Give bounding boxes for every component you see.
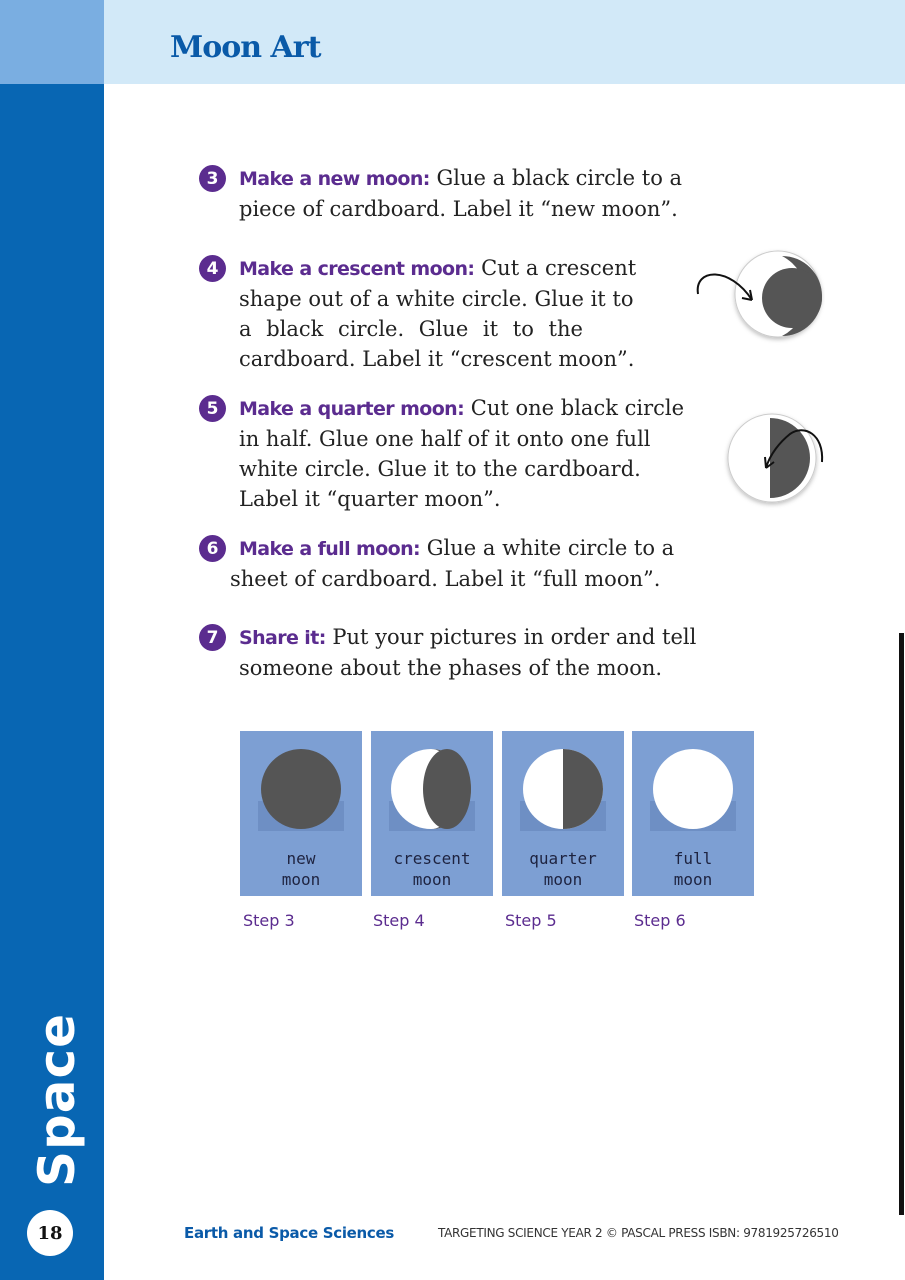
quarter-moon-illustration [722,410,832,510]
moon-card-full [632,731,754,896]
page-number: 18 [27,1210,73,1256]
section-tab-label: Space [28,1012,86,1188]
step-number-badge: 4 [199,255,226,282]
step-number-badge: 3 [199,165,226,192]
crescent-moon-illustration [690,248,825,348]
step-lead: Make a quarter moon: [239,398,465,420]
instruction-step-7 [199,622,696,683]
card-label: full moon [673,849,713,889]
moon-card-crescent [371,731,493,896]
step-text: someone about the phases of the moon. [239,656,663,680]
step-lead: Share it: [239,627,326,649]
step-number-badge: 7 [199,624,226,651]
step-lead: Make a crescent moon: [239,258,475,280]
card-step-label: Step 3 [243,911,295,930]
step-number-badge: 5 [199,395,226,422]
step-lead: Make a full moon: [239,538,421,560]
step-text: in half. Glue one half of it onto one full [239,427,651,451]
card-step-label: Step 6 [634,911,686,930]
card-step-label: Step 5 [505,911,557,930]
step-text: white circle. Glue it to the cardboard. [239,457,641,481]
instruction-step-3 [199,163,682,224]
instruction-step-6 [199,533,674,594]
step-text: piece of cardboard. Label it “new moon”. [239,197,678,221]
step-number-badge: 6 [199,535,226,562]
instruction-step-4 [199,253,636,374]
card-label: quarter moon [529,849,597,889]
footer-copyright: TARGETING SCIENCE YEAR 2 © PASCAL PRESS ISBN: 9781925726510 [438,1226,839,1240]
step-text: sheet of cardboard. Label it “full moon”. [230,567,661,591]
instruction-step-5 [199,393,684,514]
card-label: crescent moon [393,849,471,889]
margin-rule [899,633,904,1215]
step-text: Label it “quarter moon”. [239,487,501,511]
step-text: a black circle. Glue it to the [239,317,583,341]
step-lead: Make a new moon: [239,168,430,190]
page-title: Moon Art [170,30,321,65]
card-step-label: Step 4 [373,911,425,930]
step-text: Glue a black circle to a [436,166,683,190]
footer-subject: Earth and Space Sciences [184,1224,395,1242]
sidebar-top-block [0,0,104,84]
step-text: Glue a white circle to a [426,536,675,560]
step-text: Cut a crescent [481,256,637,280]
step-text: Put your pictures in order and tell [332,625,697,649]
step-text: shape out of a white circle. Glue it to [239,287,634,311]
moon-card-quarter [502,731,624,896]
step-text: cardboard. Label it “crescent moon”. [239,347,635,371]
step-text: Cut one black circle [470,396,685,420]
card-label: new moon [281,849,321,889]
moon-card-new [240,731,362,896]
